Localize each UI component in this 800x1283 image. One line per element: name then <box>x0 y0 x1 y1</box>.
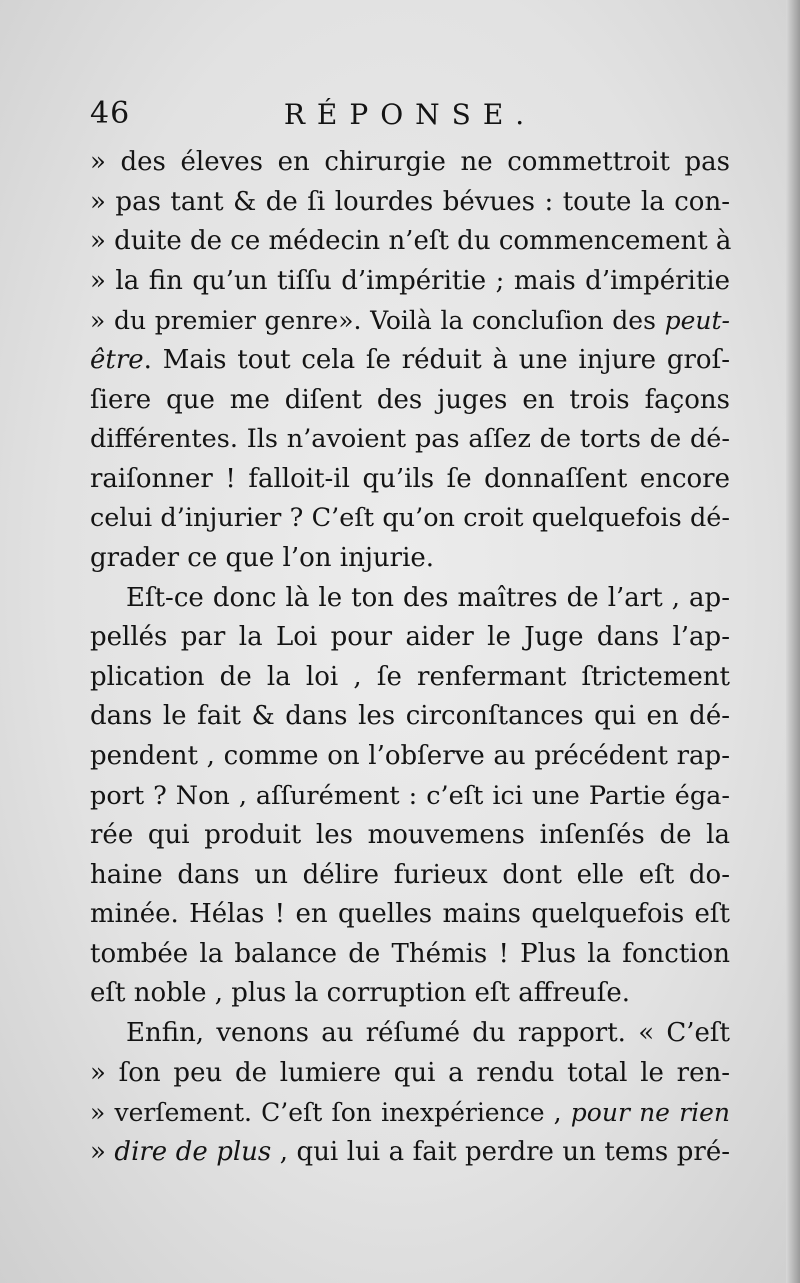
text-segment: port ? Non , aſſurément : c’eſt ici une Partie éga- <box>90 780 730 811</box>
text-line <box>90 658 730 698</box>
text-segment: pendent , comme on l’obſerve au précédent rap- <box>90 740 730 771</box>
running-title: RÉPONSE. <box>283 98 537 131</box>
text-segment: plication de la loi , ſe renfermant ſtrictement <box>90 661 730 692</box>
text-line <box>90 1133 730 1173</box>
text-line <box>90 381 730 421</box>
text-segment: tombée la balance de Thémis ! Plus la fonction <box>90 938 730 969</box>
text-line <box>90 460 730 500</box>
text-line <box>90 974 730 1014</box>
italic-text-segment: peut- <box>664 306 730 336</box>
body-text <box>90 143 730 1172</box>
text-line <box>90 499 730 539</box>
text-line <box>90 1054 730 1094</box>
italic-text-segment: pour ne rien <box>570 1098 730 1128</box>
italic-text-segment: être <box>90 344 144 375</box>
text-segment: rée qui produit les mouvemens inſenſés de la <box>90 820 730 851</box>
text-segment: » ſon peu de lumiere qui a rendu total le ren- <box>90 1057 730 1088</box>
text-segment: » verſement. C’eſt ſon inexpérience , <box>90 1098 571 1128</box>
text-line <box>90 579 730 619</box>
text-line <box>90 143 730 183</box>
text-segment: . Mais tout cela ſe réduit à une injure groſ- <box>143 344 730 375</box>
page-edge-shadow <box>786 0 800 1283</box>
text-segment: » la fin qu’un tiſſu d’impéritie ; mais d’impéritie <box>90 265 730 296</box>
text-line <box>90 816 730 856</box>
text-segment: » pas tant & de ſi lourdes bévues : toute la con- <box>90 186 730 217</box>
text-line <box>90 341 730 381</box>
text-segment: eſt noble , plus la corruption eſt affreuſe. <box>90 978 631 1009</box>
text-segment: différentes. Ils n’avoient pas aſſez de torts de dé- <box>90 424 730 455</box>
text-line <box>90 262 730 302</box>
text-segment: raiſonner ! falloit-il qu’ils ſe donnaſſent encore <box>90 463 730 494</box>
text-line <box>90 420 730 460</box>
text-segment: Eſt-ce donc là le ton des maîtres de l’art , ap- <box>126 582 730 613</box>
text-line <box>90 777 730 817</box>
text-segment: » duite de ce médecin n’eſt du commencement à <box>90 226 732 257</box>
text-segment: haine dans un délire furieux dont elle eſt do- <box>90 859 730 890</box>
italic-text-segment: dire de plus <box>114 1136 272 1167</box>
text-segment: » <box>90 1136 115 1167</box>
text-segment: » du premier genre». Voilà la concluſion des <box>90 306 665 336</box>
text-line <box>90 222 730 262</box>
page-header <box>90 96 730 140</box>
text-line <box>90 856 730 896</box>
text-segment: pellés par la Loi pour aider le Juge dans l’ap- <box>90 622 730 653</box>
text-segment: grader ce que l’on injurie. <box>90 542 435 573</box>
text-line <box>90 301 730 341</box>
text-line <box>90 737 730 777</box>
text-segment: ſiere que me diſent des juges en trois façons <box>90 384 730 415</box>
text-segment: » des éleves en chirurgie ne commettroit pas <box>90 147 730 177</box>
text-line <box>90 539 730 579</box>
text-segment: Enfin, venons au réſumé du rapport. « C’eſt <box>126 1018 730 1049</box>
text-line <box>90 697 730 737</box>
text-line <box>90 1093 730 1133</box>
text-segment: dans le fait & dans les circonſtances qui en dé- <box>90 701 730 732</box>
text-line <box>90 935 730 975</box>
text-segment: minée. Hélas ! en quelles mains quelquefois eſt <box>90 899 730 930</box>
text-line <box>90 183 730 223</box>
text-line <box>90 1014 730 1054</box>
text-line <box>90 895 730 935</box>
text-line <box>90 618 730 658</box>
page-number: 46 <box>90 96 131 131</box>
text-segment: celui d’injurier ? C’eſt qu’on croit quelquefois dé- <box>90 503 730 534</box>
text-segment: , qui lui a fait perdre un tems pré- <box>271 1136 731 1167</box>
